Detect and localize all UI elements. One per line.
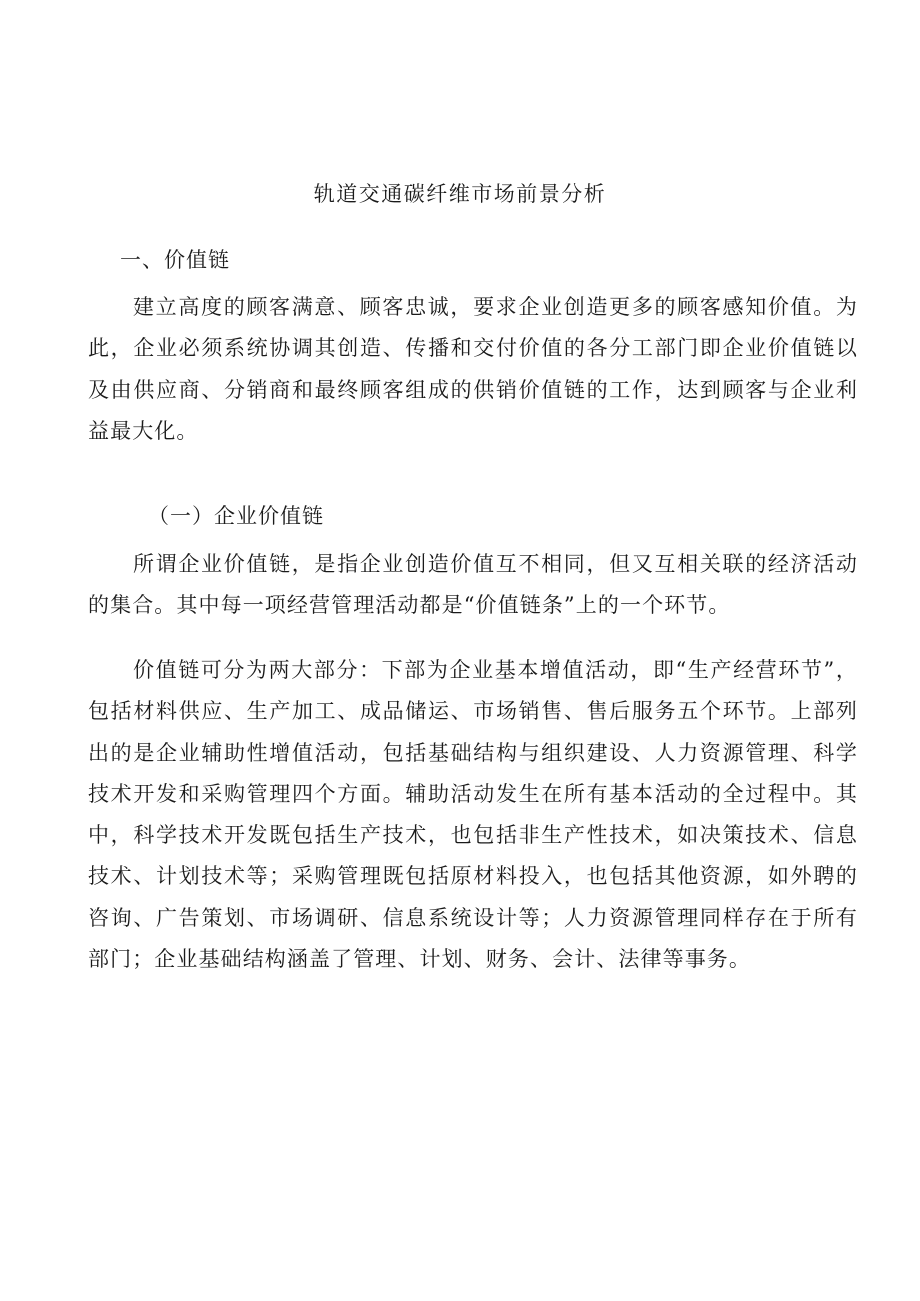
paragraph-value-chain-intro: 建立高度的顾客满意、顾客忠诚，要求企业创造更多的顾客感知价值。为此，企业必须系统协调其创造、传播和交付价值的各分工部门即企业价值链以及由供应商、分销商和最终顾客组成的供销价值链的工作，达到顾客与企业利益最大化。 <box>88 295 858 443</box>
subsection-heading-enterprise-value-chain: （一）企业价值链 <box>148 504 324 528</box>
paragraph-enterprise-value-chain-definition: 所谓企业价值链，是指企业创造价值互不相同，但又互相关联的经济活动的集合。其中每一项经营管理活动都是“价值链条”上的一个环节。 <box>88 552 858 618</box>
paragraph-value-chain-parts: 价值链可分为两大部分：下部为企业基本增值活动，即“生产经营环节”，包括材料供应、生产加工、成品储运、市场销售、售后服务五个环节。上部列出的是企业辅助性增值活动，包括基础结构与组织建设、人力资源管理、科学技术开发和采购管理四个方面。辅助活动发生在所有基本活动的全过程中。其中，科学技术开发既包括生产技术，也包括非生产性技术，如决策技术、信息技术、计划技术等；采购管理既包括原材料投入，也包括其他资源，如外聘的咨询、广告策划、市场调研、信息系统设计等；人力资源管理同样存在于所有部门；企业基础结构涵盖了管理、计划、财务、会计、法律等事务。 <box>88 658 858 972</box>
document-title: 轨道交通碳纤维市场前景分析 <box>313 182 607 206</box>
section-heading-value-chain: 一、价值链 <box>120 248 230 272</box>
